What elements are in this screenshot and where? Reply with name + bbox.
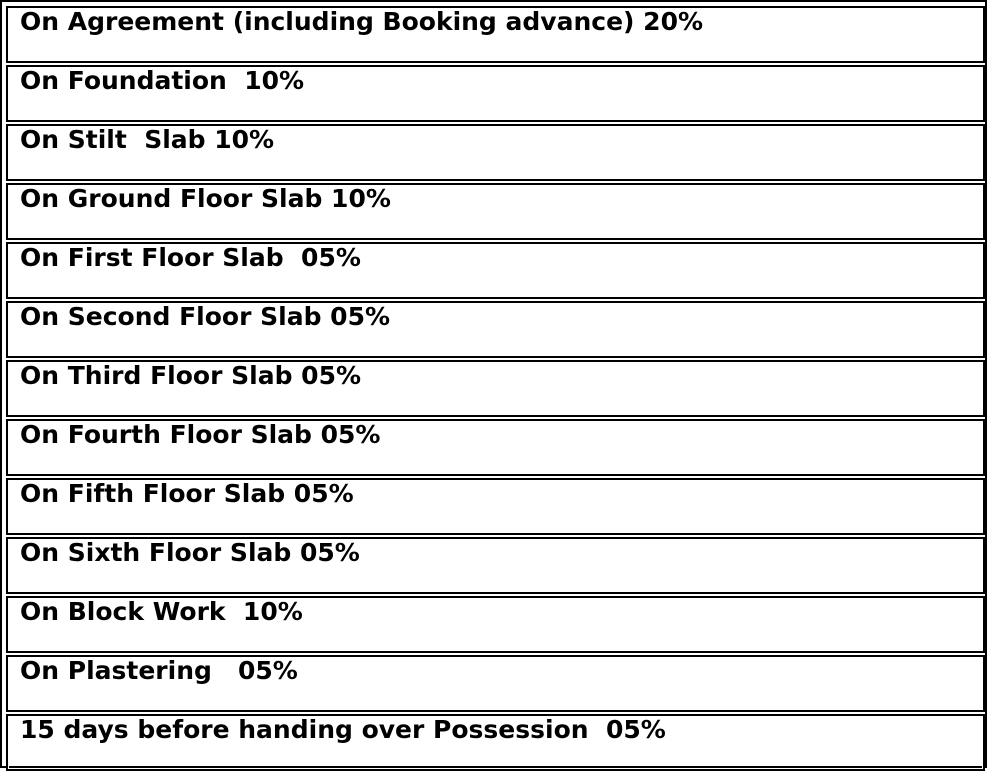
schedule-cell: On Agreement (including Booking advance) 20% <box>6 6 985 63</box>
schedule-cell: On Fifth Floor Slab 05% <box>6 478 985 535</box>
schedule-cell: 15 days before handing over Possession 05% <box>6 714 985 771</box>
table-row <box>6 183 985 240</box>
table-row <box>6 714 985 771</box>
table-row <box>6 65 985 122</box>
schedule-cell: On Ground Floor Slab 10% <box>6 183 985 240</box>
table-row <box>6 537 985 594</box>
table-row <box>6 6 985 63</box>
schedule-cell: On Plastering 05% <box>6 655 985 712</box>
schedule-cell: On Fourth Floor Slab 05% <box>6 419 985 476</box>
schedule-cell: On Stilt Slab 10% <box>6 124 985 181</box>
schedule-cell: On Block Work 10% <box>6 596 985 653</box>
table-row <box>6 301 985 358</box>
table-row <box>6 655 985 712</box>
schedule-cell: On Second Floor Slab 05% <box>6 301 985 358</box>
table-row <box>6 419 985 476</box>
table-row <box>6 242 985 299</box>
schedule-cell: On Third Floor Slab 05% <box>6 360 985 417</box>
schedule-cell: On Foundation 10% <box>6 65 985 122</box>
schedule-cell: On First Floor Slab 05% <box>6 242 985 299</box>
schedule-cell: On Sixth Floor Slab 05% <box>6 537 985 594</box>
payment-schedule-table <box>4 4 987 773</box>
table-row <box>6 124 985 181</box>
table-row <box>6 596 985 653</box>
table-row <box>6 360 985 417</box>
table-row <box>6 478 985 535</box>
